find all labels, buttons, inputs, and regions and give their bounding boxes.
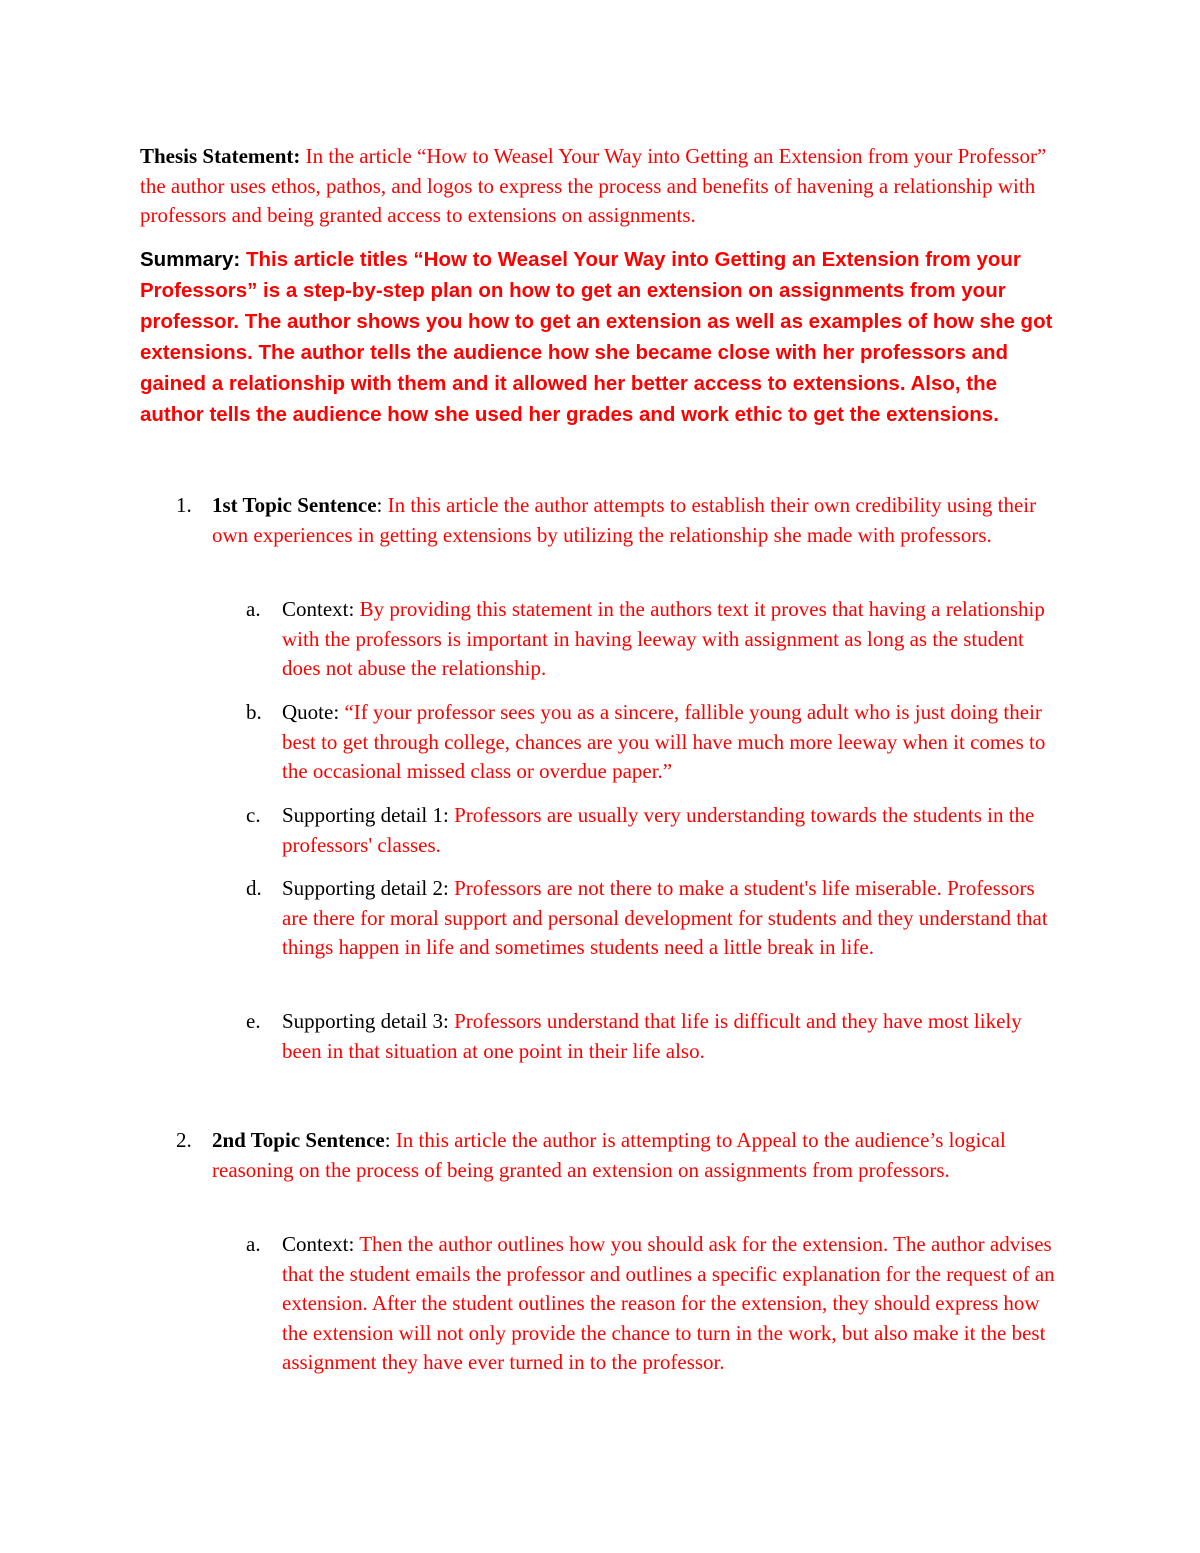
item-label: Supporting detail 3: [282,1009,449,1033]
list-letter: e. [246,1009,261,1033]
topic-sentence-2 [176,1126,1062,1185]
topic-text: In this article the author attempts to establish their own credibility using their own experiences in getting extensions by utilizing the relationship she made with professors. [212,493,1037,547]
thesis-text: In the article “How to Weasel Your Way into Getting an Extension from your Professor” the author uses ethos, pathos, and logos to express the process and benefits of havening a relationship with professors and being granted access to extensions on assignments. [140,144,1047,227]
topic-1-item-b [246,698,1062,787]
item-text: “If your professor sees you as a sincere, fallible young adult who is just doing their best to get through college, chances are you will have much more leeway when it comes to the occasional missed class or overdue paper.” [282,700,1046,783]
item-text: Professors are not there to make a student's life miserable. Professors are there for moral support and personal development for students and they understand that things happen in life and sometimes students need a little break in life. [282,876,1048,959]
item-text: Then the author outlines how you should ask for the extension. The author advises that the student emails the professor and outlines a specific explanation for the request of an extension. After the student outlines the reason for the extension, they should express how the extension will not only provide the chance to turn in the work, but also make it the best assignment they have ever turned in to the professor. [282,1232,1055,1374]
list-number: 2. [176,1128,192,1152]
list-letter: a. [246,1232,261,1256]
summary [140,244,1065,430]
topic-label: 2nd Topic Sentence [212,1128,385,1152]
topic-1-item-a [246,595,1062,684]
list-letter: d. [246,876,262,900]
item-label: Supporting detail 2: [282,876,449,900]
item-text: By providing this statement in the authors text it proves that having a relationship with the professors is important in having leeway with assignment as long as the student does not abuse the relationship. [282,597,1045,680]
item-label: Context: [282,1232,355,1256]
topic-2-item-a [246,1230,1062,1378]
topic-colon: : [384,1128,391,1152]
thesis-label: Thesis Statement: [140,144,301,168]
list-letter: b. [246,700,262,724]
list-letter: a. [246,597,261,621]
topic-sentence-1 [176,491,1062,550]
summary-text: This article titles “How to Weasel Your Way into Getting an Extension from your Professors” is a step-by-step plan on how to get an extension on assignments from your professor. The author shows you how to get an extension as well as examples of how she got extensions. The author tells the audience how she became close with her professors and gained a relationship with them and it allowed her better access to extensions. Also, the author tells the audience how she used her grades and work ethic to get the extensions. [140,248,1053,426]
topic-label: 1st Topic Sentence [212,493,377,517]
item-label: Supporting detail 1: [282,803,449,827]
item-label: Quote: [282,700,340,724]
summary-label: Summary: [140,248,241,271]
item-text: Professors are usually very understanding towards the students in the professors' classes. [282,803,1035,857]
item-text: Professors understand that life is difficult and they have most likely been in that situation at one point in their life also. [282,1009,1022,1063]
topic-1-item-c [246,801,1062,860]
list-number: 1. [176,493,192,517]
thesis-statement [140,142,1065,231]
list-letter: c. [246,803,261,827]
topic-1-item-d [246,874,1062,963]
topic-colon: : [376,493,383,517]
topic-1-item-e [246,1007,1062,1066]
topic-text: In this article the author is attempting to Appeal to the audience’s logical reasoning on the process of being granted an extension on assignments from professors. [212,1128,1006,1182]
item-label: Context: [282,597,355,621]
